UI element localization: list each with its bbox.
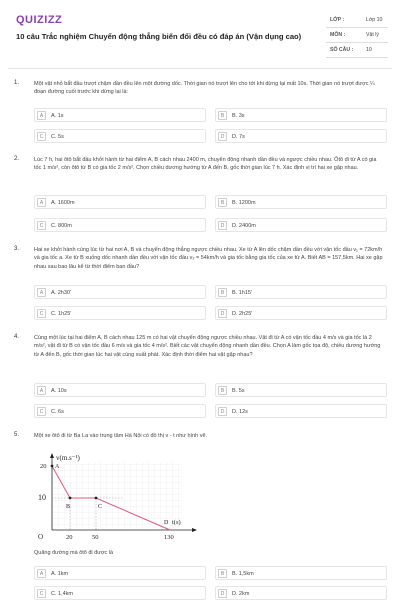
x-tick-130: 130 <box>164 534 174 541</box>
grid-background <box>52 462 182 528</box>
option-key: A <box>37 569 46 578</box>
option-b[interactable] <box>215 566 387 580</box>
point-b-marker <box>69 497 72 500</box>
option-key: A <box>37 288 46 297</box>
option-key: D <box>218 309 227 318</box>
option-text: D. 2h25' <box>232 310 253 317</box>
meta-label: SỐ CÂU : <box>330 47 354 53</box>
option-key: C <box>37 221 46 230</box>
option-text: C. 6s <box>51 408 64 415</box>
question-text: Cùng một lúc tại hai điểm A, B cách nhau 125 m có hai vật chuyển động ngược chiều nhau. Vật đi từ A có vận tốc đầu 4 m/s và gia tốc là 2 m/s², vật đi từ B có vận tốc đầu 6 m/s và gia tốc 4 m/s². Biết các vật chuyển động nhanh dần đều. Chọn A làm gốc tọa độ, chiều dương hướng từ A đến B, gốc thời gian lúc hai vật cùng xuất phát. Xác định thời điểm hai vật gặp nhau? <box>34 335 381 358</box>
y-tick-20: 20 <box>40 463 47 470</box>
question-number: 4. <box>14 334 20 340</box>
meta-label: LỚP : <box>330 17 345 23</box>
option-key: B <box>218 386 227 395</box>
option-text: B. 5s <box>232 387 245 394</box>
meta-value: Vật lý <box>366 32 379 38</box>
option-text: C. 1,4km <box>51 590 74 597</box>
option-text: D. 2400m <box>232 222 256 229</box>
meta-label: MÔN : <box>330 32 346 38</box>
option-text: C. 5s <box>51 133 64 140</box>
point-c-marker <box>95 497 98 500</box>
option-a[interactable] <box>34 108 206 122</box>
option-key: B <box>218 111 227 120</box>
question-text: Hai xe khởi hành cùng lúc từ hai nơi A, B và chuyển động thẳng ngược chiều nhau. Xe từ A lên dốc chậm dần đều với vận tốc đầu v₁ = 72km/h và gia tốc a. Xe từ B xuống dốc nhanh dần đều với vận tốc đầu v₂ = 54km/h và gia tốc bằng gia tốc của xe từ A. Biết AB = 157,5km. Hai xe gặp nhau sau bao lâu kể từ thời điểm ban đầu? <box>34 247 383 270</box>
option-key: B <box>218 569 227 578</box>
option-c[interactable] <box>34 404 206 418</box>
option-key: C <box>37 407 46 416</box>
option-text: D. 2km <box>232 590 250 597</box>
option-d[interactable] <box>215 129 387 143</box>
option-text: A. 10s <box>51 387 67 394</box>
meta-value: 10 <box>366 47 372 53</box>
option-a[interactable] <box>34 566 206 580</box>
option-text: C. 800m <box>51 222 72 229</box>
option-d[interactable] <box>215 306 387 320</box>
meta-row-class <box>326 13 388 28</box>
point-d-label: D <box>164 520 169 526</box>
option-c[interactable] <box>34 129 206 143</box>
option-text: B. 1200m <box>232 199 256 206</box>
option-c[interactable] <box>34 586 206 600</box>
option-text: D. 7s <box>232 133 245 140</box>
question-5-caption: Quãng đường mà ôtô đi được là <box>34 550 114 556</box>
point-a-marker <box>51 465 54 468</box>
option-b[interactable] <box>215 108 387 122</box>
x-tick-20: 20 <box>66 534 73 541</box>
question-number: 5. <box>14 432 20 438</box>
option-b[interactable] <box>215 195 387 209</box>
y-axis-arrow <box>50 453 54 458</box>
option-c[interactable] <box>34 218 206 232</box>
x-tick-50: 50 <box>92 534 99 541</box>
option-key: D <box>218 407 227 416</box>
x-axis-label: t(s) <box>172 519 181 526</box>
option-text: D. 12s <box>232 408 248 415</box>
question-number: 3. <box>14 246 20 252</box>
page-title: 10 câu Trắc nghiệm Chuyển động thẳng biến đổi đều có đáp án (Vận dụng cao) <box>16 32 302 41</box>
option-d[interactable] <box>215 404 387 418</box>
option-key: D <box>218 221 227 230</box>
option-a[interactable] <box>34 285 206 299</box>
option-text: C. 1h25' <box>51 310 72 317</box>
option-key: C <box>37 589 46 598</box>
option-d[interactable] <box>215 218 387 232</box>
option-a[interactable] <box>34 195 206 209</box>
meta-row-count <box>326 43 388 58</box>
question-text: Một vật nhỏ bắt đầu trượt chậm dần đều lên một đường dốc. Thời gian nó trượt lên cho tới khi dừng lại mất 10s. Thời gian nó trượt được ¼ đoạn đường cuối trước khi dừng lại là: <box>34 81 375 96</box>
question-number: 1. <box>14 80 20 86</box>
option-key: C <box>37 309 46 318</box>
point-c-label: C <box>98 504 103 510</box>
option-key: A <box>37 111 46 120</box>
point-b-label: B <box>66 504 71 510</box>
option-d[interactable] <box>215 586 387 600</box>
question-text: Một xe ôtô đi từ Ba La vào trung tâm Hà Nội có đồ thị v - t như hình vẽ. <box>34 433 208 439</box>
option-key: B <box>218 288 227 297</box>
option-key: C <box>37 132 46 141</box>
x-axis-arrow <box>192 528 197 532</box>
option-text: A. 2h30' <box>51 289 72 296</box>
option-b[interactable] <box>215 383 387 397</box>
option-key: A <box>37 386 46 395</box>
point-a-label: A <box>55 464 60 470</box>
option-text: A. 1600m <box>51 199 75 206</box>
option-key: D <box>218 589 227 598</box>
y-axis-label: v(m.s⁻¹) <box>56 454 80 462</box>
header <box>0 0 400 70</box>
option-key: A <box>37 198 46 207</box>
option-text: B. 3s <box>232 112 245 119</box>
option-text: B. 1h15' <box>232 289 253 296</box>
y-tick-10: 10 <box>38 493 46 502</box>
option-text: B. 1,5km <box>232 570 254 577</box>
velocity-time-graph <box>34 452 204 548</box>
meta-row-subject <box>326 28 388 43</box>
meta-value: Lớp 10 <box>366 17 383 23</box>
question-number: 2. <box>14 156 20 162</box>
option-key: D <box>218 132 227 141</box>
question-text: Lúc 7 h, hai ôtô bắt đầu khởi hành từ hai điểm A, B cách nhau 2400 m, chuyển động nhanh dần đều và ngược chiều nhau. Ôtô đi từ A có gia tốc 1 m/s², còn ôtô từ B có gia tốc 2 m/s². Chọn chiều dương hướng từ A đến B, gốc thời gian lúc 7 h. Xác định vị trí hai xe gặp nhau. <box>34 157 377 172</box>
option-a[interactable] <box>34 383 206 397</box>
option-c[interactable] <box>34 306 206 320</box>
header-divider <box>8 68 392 69</box>
option-text: A. 1s <box>51 112 64 119</box>
option-text: A. 1km <box>51 570 69 577</box>
meta-box <box>326 13 388 58</box>
option-key: B <box>218 198 227 207</box>
option-b[interactable] <box>215 285 387 299</box>
quizizz-logo: QUIZIZZ <box>16 14 63 26</box>
origin-label: O <box>38 533 44 541</box>
